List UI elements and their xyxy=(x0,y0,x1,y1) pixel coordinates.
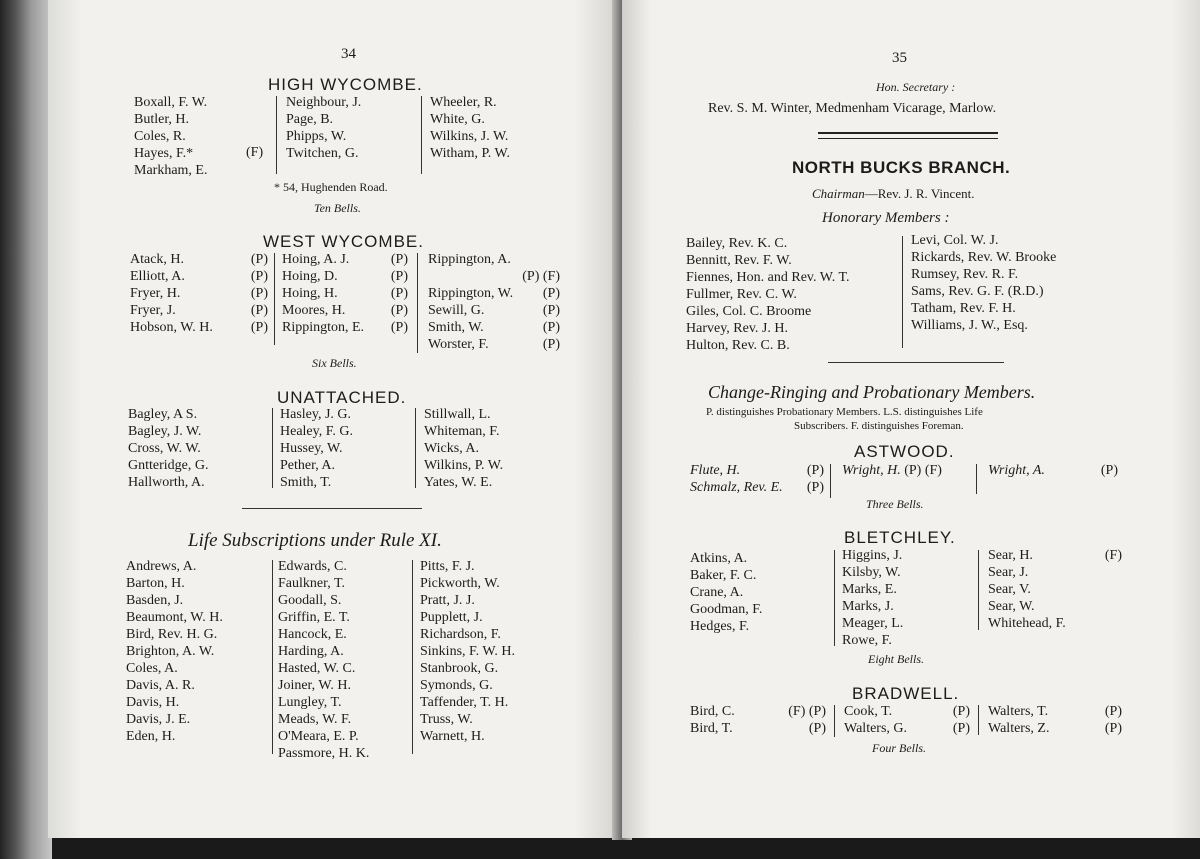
list-item: Levi, Col. W. J. xyxy=(911,233,999,248)
list-item: Andrews, A. xyxy=(126,559,197,574)
list-item: Hoing, A. J. (P) xyxy=(282,252,408,267)
list-item: Taffender, T. H. xyxy=(420,695,509,710)
section-title-high-wycombe: HIGH WYCOMBE. xyxy=(268,75,423,94)
list-item: Whitehead, F. xyxy=(988,616,1066,631)
list-item: Boxall, F. W. xyxy=(134,95,208,110)
list-item: Atkins, A. xyxy=(690,551,748,566)
page-number: 35 xyxy=(892,50,907,66)
west-wycombe-col1 xyxy=(130,251,268,336)
honorary-col1 xyxy=(686,235,896,354)
section-title-bletchley: BLETCHLEY. xyxy=(844,528,956,547)
life-subs-col2 xyxy=(278,558,418,762)
list-item: Gntteridge, G. xyxy=(128,458,209,473)
change-ringing-title: Change-Ringing and Probationary Members. xyxy=(708,382,1036,402)
list-item: Stanbrook, G. xyxy=(420,661,499,676)
list-item: Coles, A. xyxy=(126,661,178,676)
list-item: Wilkins, J. W. xyxy=(430,129,509,144)
column-divider xyxy=(834,705,835,737)
astwood-col2 xyxy=(842,462,972,479)
list-item: Richardson, F. xyxy=(420,627,501,642)
list-item: Yates, W. E. xyxy=(424,475,493,490)
hon-secretary: Rev. S. M. Winter, Medmenham Vicarage, Marlow. xyxy=(708,101,997,116)
list-item: Coles, R. xyxy=(134,129,186,144)
list-item: Sewill, G. (P) xyxy=(428,303,560,318)
book-edge xyxy=(0,0,52,859)
list-item: Pickworth, W. xyxy=(420,576,500,591)
list-item: Bird, Rev. H. G. xyxy=(126,627,218,642)
list-item: Cross, W. W. xyxy=(128,441,201,456)
section-title-unattached: UNATTACHED. xyxy=(277,388,407,407)
list-item: Bennitt, Rev. F. W. xyxy=(686,253,792,268)
list-item: Sear, V. xyxy=(988,582,1031,597)
chairman-label: Chairman xyxy=(812,186,865,201)
column-divider xyxy=(417,253,418,353)
footnote: * 54, Hughenden Road. xyxy=(274,180,388,194)
west-wycombe-col3 xyxy=(428,251,560,353)
list-item: Davis, A. R. xyxy=(126,678,195,693)
bradwell-col3 xyxy=(988,703,1122,737)
list-item: Whiteman, F. xyxy=(424,424,500,439)
list-item: Hoing, D. (P) xyxy=(282,269,408,284)
list-item: Healey, F. G. xyxy=(280,424,354,439)
unattached-col1 xyxy=(128,406,268,491)
list-item: Higgins, J. xyxy=(842,548,903,563)
list-item: Walters, G. (P) xyxy=(844,721,970,736)
list-item: Rippington, A. xyxy=(428,252,511,267)
chairman-name: —Rev. J. R. Vincent. xyxy=(864,186,975,201)
list-item: Meager, L. xyxy=(842,616,904,631)
list-item: Fryer, H. (P) xyxy=(130,286,268,301)
list-item: Fryer, J. (P) xyxy=(130,303,268,318)
list-item: Wilkins, P. W. xyxy=(424,458,504,473)
list-item: Stillwall, L. xyxy=(424,407,491,422)
honorary-col2 xyxy=(911,232,1101,334)
bradwell-col1 xyxy=(690,703,826,737)
list-item: Witham, P. W. xyxy=(430,146,510,161)
list-item: Kilsby, W. xyxy=(842,565,901,580)
list-item: Smith, T. xyxy=(280,475,332,490)
life-subs-col3 xyxy=(420,558,570,745)
list-item: Pupplett, J. xyxy=(420,610,483,625)
list-item: Neighbour, J. xyxy=(286,95,362,110)
list-item: Sear, H. (F) xyxy=(988,548,1122,563)
column-divider xyxy=(412,560,413,754)
list-item: Fullmer, Rev. C. W. xyxy=(686,287,797,302)
list-item: Bagley, A S. xyxy=(128,407,198,422)
bells-note: Eight Bells. xyxy=(868,652,924,666)
bells-note: Six Bells. xyxy=(312,356,357,370)
list-item: Rowe, F. xyxy=(842,633,892,648)
column-divider xyxy=(976,464,977,494)
page-number: 34 xyxy=(341,46,356,62)
list-item: Sinkins, F. W. H. xyxy=(420,644,515,659)
list-item: Giles, Col. C. Broome xyxy=(686,304,812,319)
list-item: Williams, J. W., Esq. xyxy=(911,318,1028,333)
list-item: Hasley, J. G. xyxy=(280,407,352,422)
list-item: Hasted, W. C. xyxy=(278,661,356,676)
list-item: Goodall, S. xyxy=(278,593,342,608)
list-item: Lungley, T. xyxy=(278,695,342,710)
list-item: White, G. xyxy=(430,112,485,127)
list-item: Sear, J. xyxy=(988,565,1029,580)
unattached-col3 xyxy=(424,406,564,491)
chairman-line xyxy=(812,186,974,202)
column-divider xyxy=(978,705,979,735)
right-page xyxy=(622,0,1200,838)
list-item: O'Meara, E. P. xyxy=(278,729,359,744)
foreman-mark: (F) xyxy=(246,145,264,160)
list-item: Walters, Z. (P) xyxy=(988,721,1122,736)
list-item: Wright, A. (P) xyxy=(988,463,1118,478)
high-wycombe-col3 xyxy=(430,94,570,162)
section-title-life-subscriptions: Life Subscriptions under Rule XI. xyxy=(188,530,442,551)
bletchley-col3 xyxy=(988,547,1122,632)
list-item: Harvey, Rev. J. H. xyxy=(686,321,788,336)
list-item: Warnett, H. xyxy=(420,729,485,744)
list-item: Brighton, A. W. xyxy=(126,644,215,659)
list-item: Sear, W. xyxy=(988,599,1035,614)
list-item: Faulkner, T. xyxy=(278,576,345,591)
list-item: Butler, H. xyxy=(134,112,190,127)
list-item: Flute, H. (P) xyxy=(690,463,824,478)
list-item: Schmalz, Rev. E. (P) xyxy=(690,480,824,495)
list-item: Pitts, F. J. xyxy=(420,559,475,574)
list-item: Rippington, W. (P) xyxy=(428,286,560,301)
list-item: Beaumont, W. H. xyxy=(126,610,223,625)
section-divider xyxy=(828,362,1004,363)
list-item: Eden, H. xyxy=(126,729,176,744)
list-item: Wheeler, R. xyxy=(430,95,497,110)
double-rule xyxy=(818,132,998,139)
list-item: Bailey, Rev. K. C. xyxy=(686,236,788,251)
list-item: Tatham, Rev. F. H. xyxy=(911,301,1016,316)
unattached-col2 xyxy=(280,406,410,491)
list-item: Smith, W. (P) xyxy=(428,320,560,335)
list-item: Worster, F. (P) xyxy=(428,337,560,352)
list-item: Hulton, Rev. C. B. xyxy=(686,338,790,353)
list-item: Hoing, H. (P) xyxy=(282,286,408,301)
column-divider xyxy=(415,408,416,488)
list-item: Crane, A. xyxy=(690,585,744,600)
bletchley-col1 xyxy=(690,550,820,635)
list-item: Cook, T. (P) xyxy=(844,704,970,719)
legend-line2: Subscribers. F. distinguishes Foreman. xyxy=(794,420,964,432)
section-title-west-wycombe: WEST WYCOMBE. xyxy=(263,232,424,251)
list-item: Hayes, F.* xyxy=(134,146,194,161)
list-item: Hedges, F. xyxy=(690,619,750,634)
list-item: Rumsey, Rev. R. F. xyxy=(911,267,1019,282)
list-item: (P) (F) xyxy=(522,269,560,284)
column-divider xyxy=(978,550,979,630)
west-wycombe-col2 xyxy=(282,251,408,336)
list-item: Basden, J. xyxy=(126,593,184,608)
high-wycombe-col2 xyxy=(286,94,426,162)
bells-note: Four Bells. xyxy=(872,741,926,755)
list-item: Wicks, A. xyxy=(424,441,480,456)
bletchley-col2 xyxy=(842,547,972,649)
honorary-members-label: Honorary Members : xyxy=(822,210,950,226)
life-subs-col1 xyxy=(126,558,276,745)
column-divider xyxy=(274,253,275,345)
section-title-bradwell: BRADWELL. xyxy=(852,684,960,703)
list-item: Elliott, A. (P) xyxy=(130,269,268,284)
hon-secretary-label: Hon. Secretary : xyxy=(876,80,956,94)
column-divider xyxy=(276,96,277,174)
list-item: Joiner, W. H. xyxy=(278,678,351,693)
list-item: Phipps, W. xyxy=(286,129,347,144)
list-item: Symonds, G. xyxy=(420,678,493,693)
list-item: Harding, A. xyxy=(278,644,344,659)
list-item: Edwards, C. xyxy=(278,559,347,574)
branch-title: NORTH BUCKS BRANCH. xyxy=(792,158,1011,177)
list-item: Marks, E. xyxy=(842,582,897,597)
list-item: Bird, T. (P) xyxy=(690,721,826,736)
list-item: Hallworth, A. xyxy=(128,475,205,490)
column-divider xyxy=(272,408,273,488)
list-item: Bird, C. (F) (P) xyxy=(690,704,826,719)
list-item: Pratt, J. J. xyxy=(420,593,475,608)
list-item: Rippington, E. (P) xyxy=(282,320,408,335)
list-item: Fiennes, Hon. and Rev. W. T. xyxy=(686,270,850,285)
list-item: Twitchen, G. xyxy=(286,146,359,161)
list-item: Sams, Rev. G. F. (R.D.) xyxy=(911,284,1044,299)
legend-line1: P. distinguishes Probationary Members. L.S. distinguishes Life xyxy=(706,406,983,418)
section-title-astwood: ASTWOOD. xyxy=(854,442,955,461)
list-item: Davis, J. E. xyxy=(126,712,191,727)
list-item: Griffin, E. T. xyxy=(278,610,350,625)
bradwell-col2 xyxy=(844,703,970,737)
list-item: Barton, H. xyxy=(126,576,185,591)
high-wycombe-col1 xyxy=(134,94,264,179)
list-item: Passmore, H. K. xyxy=(278,746,370,761)
section-divider xyxy=(242,508,422,509)
list-item: Wright, H. (P) (F) xyxy=(842,463,942,478)
list-item: Atack, H. (P) xyxy=(130,252,268,267)
column-divider xyxy=(272,560,273,754)
list-item: Hobson, W. H. (P) xyxy=(130,320,268,335)
list-item: Hussey, W. xyxy=(280,441,343,456)
list-item: Markham, E. xyxy=(134,163,208,178)
list-item: Walters, T. (P) xyxy=(988,704,1122,719)
list-item: Davis, H. xyxy=(126,695,180,710)
left-page xyxy=(48,0,620,838)
list-item: Marks, J. xyxy=(842,599,894,614)
list-item: Hancock, E. xyxy=(278,627,347,642)
list-item: Page, B. xyxy=(286,112,334,127)
column-divider xyxy=(902,236,903,348)
list-item: Moores, H. (P) xyxy=(282,303,408,318)
list-item: Truss, W. xyxy=(420,712,473,727)
list-item: Meads, W. F. xyxy=(278,712,352,727)
list-item: Pether, A. xyxy=(280,458,336,473)
bells-note: Three Bells. xyxy=(866,497,924,511)
bells-note: Ten Bells. xyxy=(314,201,361,215)
list-item: Goodman, F. xyxy=(690,602,763,617)
column-divider xyxy=(834,550,835,646)
column-divider xyxy=(421,96,422,174)
column-divider xyxy=(830,464,831,498)
astwood-col3 xyxy=(988,462,1118,479)
astwood-col1 xyxy=(690,462,824,496)
list-item: Baker, F. C. xyxy=(690,568,757,583)
list-item: Rickards, Rev. W. Brooke xyxy=(911,250,1057,265)
list-item: Bagley, J. W. xyxy=(128,424,202,439)
